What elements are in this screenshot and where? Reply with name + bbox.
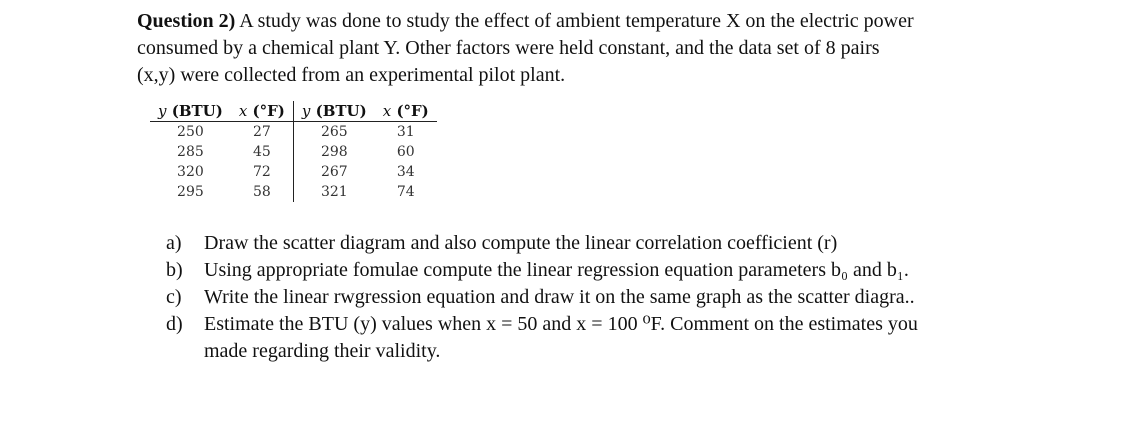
question-paragraph [137,8,1037,89]
list-item [166,284,996,311]
part-text: Write the linear rwgression equation and draw it on the same graph as the scatter diagra.. [204,286,915,308]
part-text: Using appropriate fomulae compute the linear regression equation parameters b₀ and b₁. [204,259,909,281]
part-marker: a) [166,232,182,254]
list-item [166,230,996,257]
part-marker: c) [166,286,182,308]
table-cell: 295 [177,184,204,200]
table-row [150,122,437,143]
column-header: x (°F) [231,101,294,122]
table-cell: 285 [177,144,204,160]
part-text [204,311,996,365]
list-item [166,257,996,284]
list-item [166,311,996,365]
table-cell: 60 [396,144,415,160]
column-header: y (BTU) [293,101,374,122]
table-cell: 72 [231,162,294,182]
question-line-3: (x,y) were collected from an experimental pilot plant. [137,64,566,86]
table-cell: 31 [396,124,415,140]
part-text-line-1: Estimate the BTU (y) values when x = 50 and x = 100 ⁰F. Comment on the estimates you [204,313,918,335]
table-cell: 265 [320,124,348,140]
table-row [150,162,437,182]
table-row [150,182,437,202]
table-cell: 27 [231,122,294,143]
question-label: Question 2) [137,10,236,32]
part-text: Draw the scatter diagram and also compute the linear correlation coefficient (r) [204,232,838,254]
table-cell: 298 [320,144,348,160]
question-parts-list [166,230,996,365]
table-cell: 74 [396,184,415,200]
column-header: x (°F) [375,101,437,122]
table-cell: 267 [320,164,348,180]
table-cell: 321 [320,184,348,200]
table-cell: 250 [177,124,204,140]
table-cell: 34 [396,164,415,180]
data-table [150,101,437,202]
column-header: y (BTU) [150,101,231,122]
table-cell: 320 [177,164,204,180]
table-row [150,142,437,162]
part-text-line-2: made regarding their validity. [204,340,441,362]
table-cell: 45 [231,142,294,162]
question-line-1: A study was done to study the effect of ambient temperature X on the electric power [239,10,914,32]
question-line-2: consumed by a chemical plant Y. Other factors were held constant, and the data set of 8 pairs [137,37,880,59]
table-header-row [150,101,437,122]
part-marker: b) [166,259,183,281]
part-marker: d) [166,313,183,335]
table-cell: 58 [231,182,294,202]
